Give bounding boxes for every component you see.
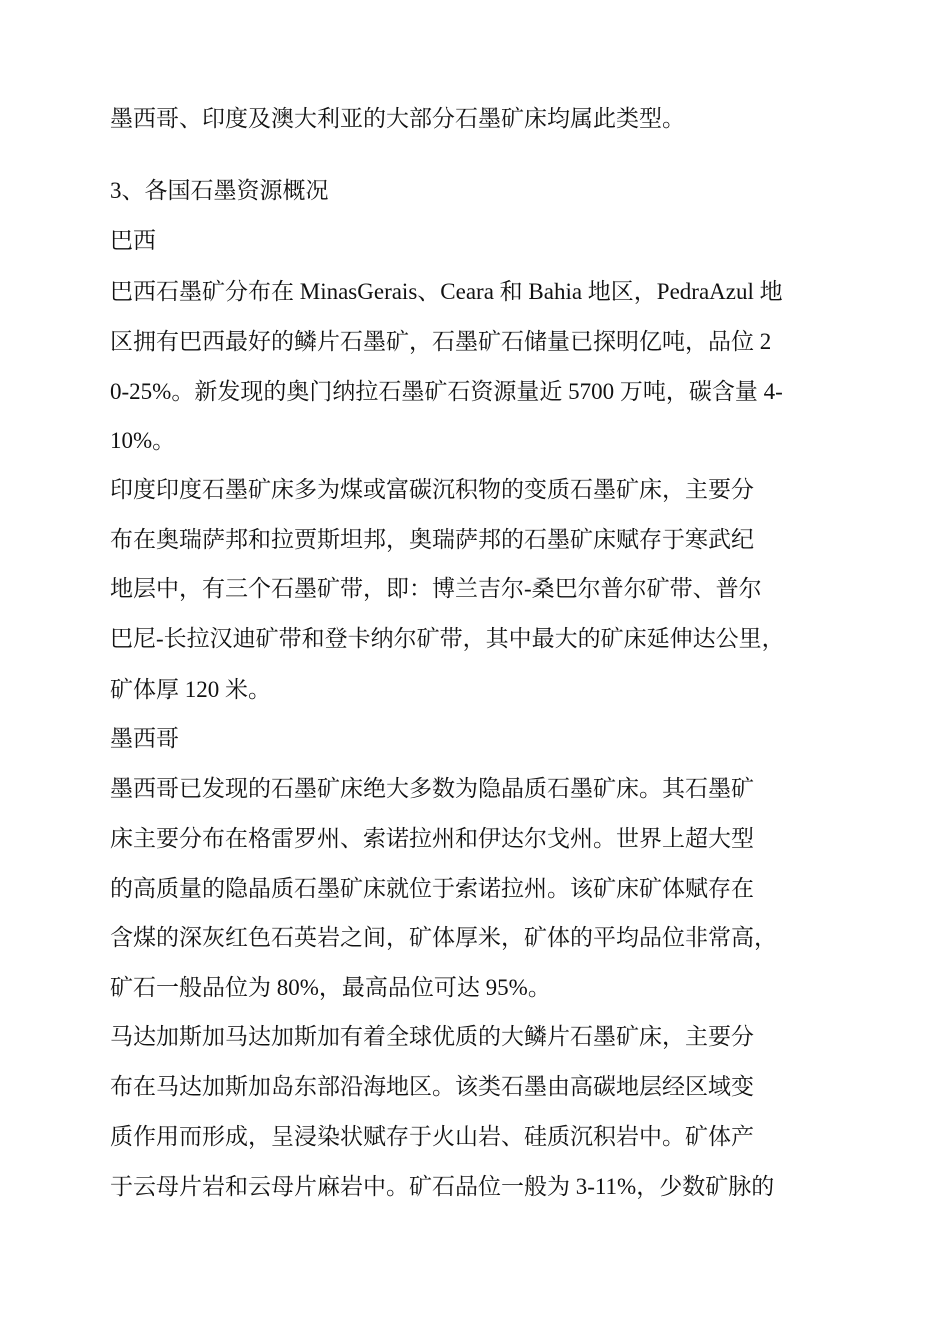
- paragraph-line: 巴西石墨矿分布在 MinasGerais、Ceara 和 Bahia 地区，PedraAzul 地: [110, 279, 783, 304]
- paragraph-line: 的高质量的隐晶质石墨矿床就位于索诺拉州。该矿床矿体赋存在: [110, 876, 754, 901]
- paragraph-line: 矿体厚 120 米。: [110, 677, 271, 702]
- paragraph-line: 马达加斯加马达加斯加有着全球优质的大鳞片石墨矿床，主要分: [110, 1024, 754, 1049]
- paragraph-line: 含煤的深灰红色石英岩之间，矿体厚米，矿体的平均品位非常高，: [110, 925, 777, 950]
- paragraph-line: 区拥有巴西最好的鳞片石墨矿，石墨矿石储量已探明亿吨，品位 2: [110, 329, 772, 354]
- paragraph-line: 10%。: [110, 428, 176, 453]
- section-heading: 3、各国石墨资源概况: [110, 178, 329, 203]
- paragraph-line: 巴尼-长拉汉迪矿带和登卡纳尔矿带，其中最大的矿床延伸达公里，: [110, 626, 785, 651]
- subheading-mexico: 墨西哥: [110, 726, 179, 751]
- paragraph-line: 墨西哥已发现的石墨矿床绝大多数为隐晶质石墨矿床。其石墨矿: [110, 776, 754, 801]
- paragraph-line: 床主要分布在格雷罗州、索诺拉州和伊达尔戈州。世界上超大型: [110, 826, 754, 851]
- paragraph-line: 质作用而形成，呈浸染状赋存于火山岩、硅质沉积岩中。矿体产: [110, 1124, 754, 1149]
- subheading-brazil: 巴西: [110, 228, 156, 253]
- paragraph-line: 地层中，有三个石墨矿带，即：博兰吉尔-桑巴尔普尔矿带、普尔: [110, 576, 762, 601]
- paragraph-line: 印度印度石墨矿床多为煤或富碳沉积物的变质石墨矿床，主要分: [110, 477, 754, 502]
- paragraph-line: 矿石一般品位为 80%，最高品位可达 95%。: [110, 975, 551, 1000]
- paragraph-line: 布在马达加斯加岛东部沿海地区。该类石墨由高碳地层经区域变: [110, 1074, 754, 1099]
- paragraph-line: 布在奥瑞萨邦和拉贾斯坦邦，奥瑞萨邦的石墨矿床赋存于寒武纪: [110, 527, 754, 552]
- paragraph-line: 墨西哥、印度及澳大利亚的大部分石墨矿床均属此类型。: [110, 106, 685, 131]
- paragraph-line: 0-25%。新发现的奥门纳拉石墨矿石资源量近 5700 万吨，碳含量 4-: [110, 379, 783, 404]
- paragraph-line: 于云母片岩和云母片麻岩中。矿石品位一般为 3-11%，少数矿脉的: [110, 1174, 775, 1199]
